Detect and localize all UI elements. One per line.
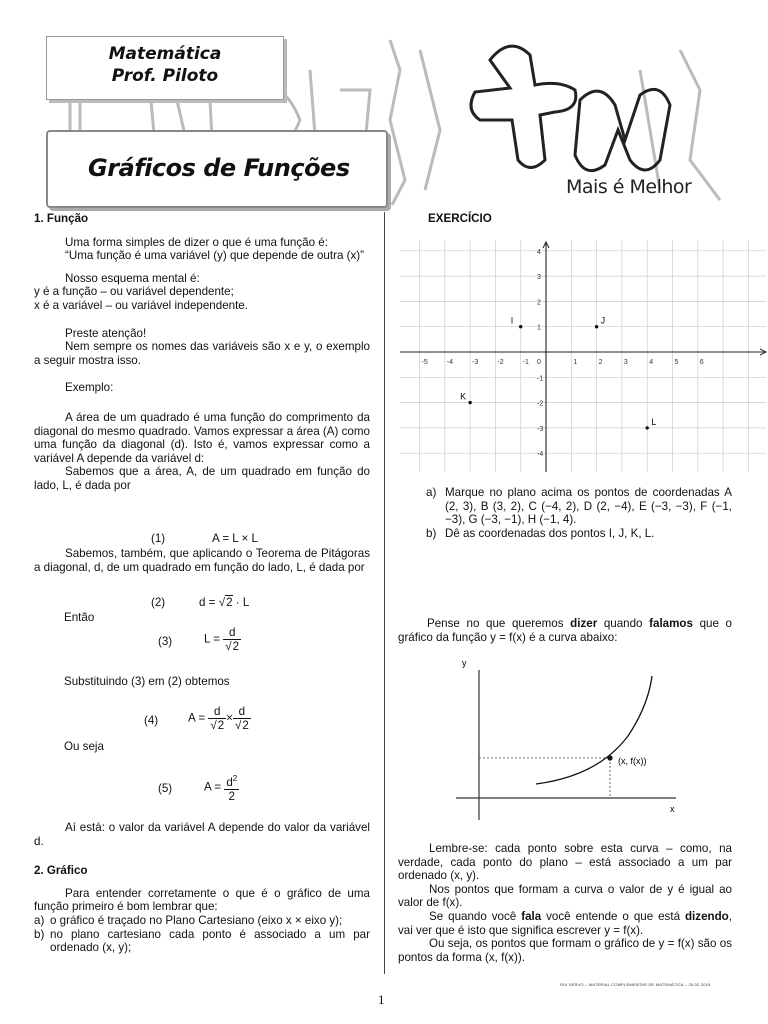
paragraph: Nem sempre os nomes das variáveis são x e y, o exemplo a seguir mostra isso.: [34, 340, 370, 367]
x-tick-label: -1: [522, 359, 529, 366]
page-title: Gráficos de Funções: [88, 154, 350, 182]
grid-point: [519, 325, 522, 328]
equation-3: L = $\frac{d}{√2}$: [204, 626, 240, 653]
curve: [536, 676, 652, 784]
or-text: Ou seja: [64, 740, 104, 753]
left-column-3: [34, 821, 370, 955]
y-tick-label: 2: [537, 299, 541, 307]
equation-2: d = √2 · L: [199, 596, 250, 609]
equation-2-label: (2): [151, 596, 166, 609]
eq4-left: A =: [188, 711, 206, 725]
curve-point: [607, 755, 612, 760]
section-heading: 1. Função: [34, 212, 89, 225]
eq2-right: · L: [235, 596, 250, 609]
grid-point-label: K: [460, 391, 467, 402]
teacher-label: Prof. Piloto: [111, 66, 219, 86]
x-tick-label: 1: [573, 359, 578, 366]
paragraph: x é a variável – ou variável independente.: [34, 298, 248, 312]
paragraph: Sabemos, também, que aplicando o Teorema de Pitágoras a diagonal, d, de um quadrado em função do lado, L, é dada por: [34, 547, 370, 574]
eq4-num2: d: [233, 705, 251, 719]
equation-4-label: (4): [144, 714, 159, 727]
x-tick-label: 2: [598, 359, 603, 366]
grid-point-label: L: [651, 416, 657, 427]
paragraph: Se quando você fala você entende o que está dizendo, vai ver que é isto que significa escrever y = f(x).: [398, 909, 732, 937]
x-tick-label: 0: [537, 359, 541, 366]
column-divider: [384, 212, 385, 974]
eq3-den: 2: [232, 640, 240, 653]
eq4-num1: d: [208, 705, 226, 719]
think-paragraph: Pense no que queremos dizer quando falamos que o gráfico da função y = f(x) é a curva abaixo:: [398, 617, 732, 644]
equation-1: A = L × L: [212, 532, 258, 545]
left-column-2: [34, 547, 370, 574]
title-box: [46, 130, 388, 208]
paragraph: Ou seja, os pontos que formam o gráfico de y = f(x) são os pontos da forma (x, f(x)).: [398, 937, 732, 964]
equation-5: [204, 772, 239, 803]
paragraph: Preste atenção!: [65, 326, 147, 340]
page-number: 1: [378, 992, 385, 1007]
eq5-den: 2: [228, 789, 235, 803]
eq4-den2: 2: [242, 719, 249, 732]
list-item: a) Marque no plano acima os pontos de coordenadas A (2, 3), B (3, 2), C (−4, 2), D (2, −4), E (−3, −3), F (−1, −3), G (−3, −1), H (−1, 4).: [426, 486, 732, 527]
then-text: Então: [64, 611, 95, 624]
eq3-num: d: [223, 626, 241, 640]
substitution-text: Substituindo (3) em (2) obtemos: [64, 675, 230, 688]
y-tick-label: 4: [537, 248, 541, 256]
eq3-left: L =: [204, 632, 221, 646]
equation-4: A = $\frac{d}{√2}$ × $\frac{d}{√2}$: [188, 705, 249, 732]
exercise-heading: EXERCÍCIO: [428, 212, 492, 225]
y-axis-label: y: [462, 658, 467, 668]
eq4-den1: 2: [217, 719, 225, 732]
eq4-times: ×: [226, 711, 233, 725]
grid-point: [595, 325, 598, 328]
x-tick-label: -2: [497, 359, 504, 366]
x-tick-label: 4: [649, 359, 654, 366]
x-axis-label: x: [670, 804, 675, 814]
paragraph: Sabemos que a área, A, de um quadrado em função do lado, L, é dada por: [34, 465, 370, 492]
y-tick-label: -2: [537, 400, 544, 408]
paragraph: Lembre-se: cada ponto sobre esta curva – como, na verdade, cada ponto do plano – está associado a um par ordenado (x, y).: [398, 842, 732, 883]
exercise-questions: [426, 486, 732, 540]
remember-paragraphs: [398, 842, 732, 964]
x-tick-label: 6: [699, 359, 704, 366]
eq5-num: d: [226, 775, 233, 789]
eq5-exp: 2: [232, 774, 238, 783]
eq5-left: A =: [204, 780, 222, 794]
y-tick-label: -1: [537, 375, 544, 383]
paragraph: Nos pontos que formam a curva o valor de y é igual ao valor de f(x).: [398, 882, 732, 910]
grid-point-label: J: [600, 315, 606, 326]
list-item: a) o gráfico é traçado no Plano Cartesiano (eixo x × eixo y);: [34, 913, 343, 927]
paragraph: Nosso esquema mental é:: [65, 271, 200, 285]
function-curve-graph: [448, 656, 684, 826]
paragraph: Uma forma simples de dizer o que é uma função é:: [65, 235, 328, 249]
cartesian-grid: [398, 238, 768, 474]
grid-point: [468, 401, 471, 404]
footer-note: RUI SERVO – MATERIAL COMPLEMENTAR DE MATEMÁTICA – 25.02.2015: [560, 982, 711, 987]
paragraph: Para entender corretamente o que é o gráfico de uma função primeiro é bom lembrar que:: [34, 886, 370, 914]
left-column: [34, 212, 370, 493]
paragraph: “Uma função é uma variável (y) que depende de outra (x)”: [65, 249, 365, 263]
equation-3-label: (3): [158, 635, 173, 648]
grid-point: [646, 426, 649, 429]
y-tick-label: 3: [537, 274, 541, 282]
list-item: b) no plano cartesiano cada ponto é associado a um par ordenado (x, y);: [34, 927, 370, 955]
y-tick-label: -3: [537, 425, 544, 433]
x-tick-label: 3: [623, 359, 628, 366]
paragraph: Exemplo:: [65, 381, 114, 395]
point-label: (x, f(x)): [618, 756, 647, 766]
x-tick-label: -3: [472, 359, 479, 366]
section-heading: 2. Gráfico: [34, 864, 88, 878]
paragraph: A área de um quadrado é uma função do comprimento da diagonal do mesmo quadrado. Vamos expressar a área (A) como uma função da diagonal (d). Isto é, vamos expressar como a variável A depende da variável d:: [34, 410, 370, 465]
list-item: b) Dê as coordenadas dos pontos I, J, K, L.: [426, 526, 655, 540]
eq2-left: d =: [199, 596, 216, 609]
slogan: Mais é Melhor: [566, 176, 692, 198]
equation-1-label: (1): [151, 532, 166, 545]
subject-box: [46, 36, 284, 100]
x-tick-label: -5: [421, 359, 428, 366]
eq2-root: 2: [226, 596, 233, 609]
paragraph: y é a função – ou variável dependente;: [34, 285, 234, 299]
paragraph: Aí está: o valor da variável A depende do valor da variável d.: [34, 821, 370, 848]
x-tick-label: 5: [674, 359, 679, 366]
y-tick-label: -4: [537, 451, 544, 459]
equation-5-label: (5): [158, 782, 173, 795]
subject-label: Matemática: [108, 44, 222, 64]
grid-point-label: I: [510, 315, 514, 326]
x-tick-label: -4: [446, 359, 454, 366]
y-tick-label: 1: [537, 324, 541, 332]
